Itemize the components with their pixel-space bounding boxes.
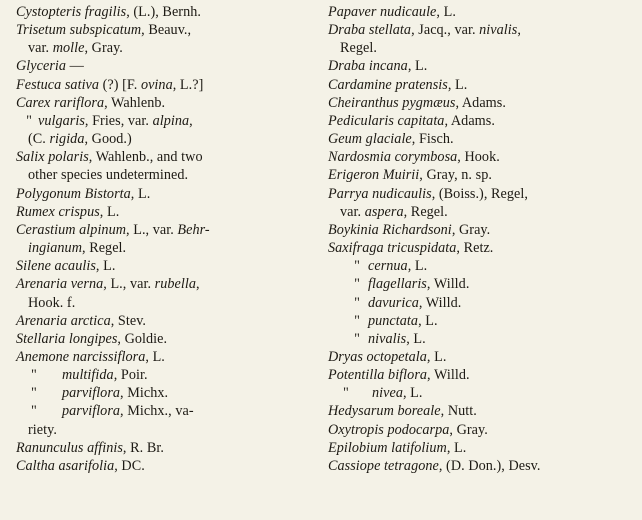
species-name: Glyceria [16, 58, 67, 75]
species-entry [16, 166, 316, 184]
entry-text: , L. [426, 348, 447, 365]
entry-text: , L. [145, 348, 165, 365]
species-name: flagellaris [368, 276, 427, 293]
species-name: Cystopteris fragilis [16, 4, 127, 20]
species-entry [16, 239, 316, 257]
species-name: Carex rariflora [16, 94, 105, 111]
species-entry [16, 439, 316, 457]
species-entry [328, 57, 638, 75]
species-name: Rumex crispus [16, 203, 100, 220]
species-entry [328, 294, 638, 312]
species-entry [16, 348, 316, 366]
ditto-mark: " [354, 312, 360, 329]
species-entry [16, 330, 316, 348]
entry-text: , Nutt. [440, 403, 477, 420]
entry-text: Hook. f. [28, 294, 76, 311]
species-name: parviflora [62, 385, 121, 402]
species-entry [328, 348, 638, 366]
species-entry [16, 384, 316, 402]
entry-text: , Gray. [84, 40, 123, 57]
entry-text: , L., var. [126, 221, 178, 238]
species-name: Geum glaciale [328, 131, 412, 148]
species-entry [16, 148, 316, 166]
species-entry [16, 3, 316, 21]
species-name: ingianum [28, 240, 82, 257]
ditto-mark: " [31, 385, 37, 402]
entry-text: , Regel. [403, 203, 448, 220]
entry-text: , L. [436, 4, 456, 20]
entry-text: Regel. [340, 40, 377, 57]
species-name: Epilobium latifolium [328, 439, 447, 456]
entry-text: , Gray. [451, 221, 491, 238]
entry-text: , L. [446, 439, 467, 456]
species-name: aspera [364, 203, 404, 220]
ditto-mark: " [354, 258, 360, 275]
entry-text: , Stev. [110, 312, 147, 329]
entry-text: , L. [418, 312, 438, 329]
species-name: Boykinia Richardsoni [328, 221, 452, 238]
species-name: nivalis [368, 330, 407, 347]
species-entry [328, 239, 638, 257]
entry-text: , Wahlenb. [104, 94, 166, 111]
entry-text: , Retz. [456, 240, 494, 257]
species-entry [328, 203, 638, 221]
entry-text: , Poir. [113, 367, 148, 384]
left-column [16, 3, 316, 475]
species-name: Hedysarum boreale [328, 403, 441, 420]
entry-text: , L. [406, 330, 426, 347]
species-entry [16, 275, 316, 293]
species-name: Cerastium alpinum [16, 221, 127, 238]
species-name: parviflora [62, 403, 121, 420]
species-name: Saxifraga tricuspidata [328, 240, 457, 257]
variety-name: rubella [154, 276, 196, 293]
entry-text: , Willd. [426, 276, 470, 293]
species-name: Oxytropis podocarpa [328, 421, 450, 438]
species-name: Nardosmia corymbosa [328, 149, 458, 166]
species-entry [328, 112, 638, 130]
species-entry [328, 257, 638, 275]
species-name: Arenaria arctica [16, 312, 111, 329]
species-entry [16, 294, 316, 312]
entry-text: , [196, 276, 200, 293]
variety-name: nivalis [479, 22, 518, 39]
species-name: Ranunculus affinis [16, 439, 123, 456]
species-name: rigida [49, 131, 85, 148]
entry-text: , Adams. [455, 94, 506, 111]
entry-text: , Adams. [444, 112, 495, 129]
entry-text: , Fries, var. [84, 112, 153, 129]
entry-text: , DC. [114, 457, 145, 474]
species-entry [16, 221, 316, 239]
entry-text: , Hook. [457, 149, 500, 166]
species-entry [16, 76, 316, 94]
species-name: vulgaris [38, 112, 85, 129]
species-name: multifida [62, 367, 114, 384]
species-entry [328, 221, 638, 239]
species-name: Pedicularis capitata [328, 112, 445, 129]
right-column [328, 3, 638, 475]
species-name: Cardamine pratensis [328, 76, 448, 93]
entry-text: , (Boiss.), Regel, [431, 185, 528, 202]
species-name: punctata [368, 312, 419, 329]
entry-text: , Regel. [82, 240, 127, 257]
species-entry [16, 257, 316, 275]
species-entry [16, 421, 316, 439]
ditto-mark: " [31, 403, 37, 420]
species-name: Cassiope tetragone [328, 457, 439, 474]
ditto-mark: " [343, 385, 349, 402]
species-entry [328, 421, 638, 439]
entry-text: , Fisch. [411, 131, 454, 148]
species-name: Papaver nudicaule [328, 4, 437, 20]
species-name: Draba stellata [328, 22, 412, 39]
ditto-mark: " [354, 276, 360, 293]
species-name: Stellaria longipes [16, 330, 118, 347]
species-entry [328, 39, 638, 57]
variety-name: Behr- [177, 221, 210, 238]
species-entry [16, 94, 316, 112]
species-entry [328, 275, 638, 293]
species-name: Anemone narcissiflora [16, 348, 146, 365]
entry-text: , L., var. [103, 276, 155, 293]
entry-text: (?) [F. [99, 76, 141, 93]
species-entry [16, 402, 316, 420]
species-entry [328, 366, 638, 384]
variety-name: alpina [152, 112, 190, 129]
species-entry [328, 330, 638, 348]
species-entry [328, 130, 638, 148]
species-entry [16, 185, 316, 203]
entry-text: , Gray. [449, 421, 488, 438]
species-name: Dryas octopetala [328, 348, 427, 365]
entry-text: , L. [407, 58, 428, 75]
species-entry [16, 57, 316, 75]
entry-text: , (D. Don.), Desv. [438, 457, 541, 474]
species-name: Parrya nudicaulis [328, 185, 432, 202]
species-entry [328, 384, 638, 402]
entry-text: , L.?] [172, 76, 204, 93]
entry-text: riety. [28, 421, 57, 438]
species-entry [16, 366, 316, 384]
species-name: Trisetum subspicatum [16, 22, 142, 39]
entry-text: var. [340, 203, 365, 220]
species-name: Draba incana [328, 58, 408, 75]
entry-text: , L. [447, 76, 468, 93]
variety-name: ovina [140, 76, 173, 93]
species-entry [328, 76, 638, 94]
entry-text: , L. [130, 185, 151, 202]
entry-text: other species undetermined. [28, 167, 189, 184]
species-name: nivea [372, 385, 403, 402]
species-name: Salix polaris [16, 149, 89, 166]
species-name: molle [52, 40, 85, 57]
entry-text: , [517, 22, 521, 39]
entry-text: , Beauv., [141, 22, 192, 39]
species-entry [328, 148, 638, 166]
species-entry [16, 457, 316, 475]
species-entry [328, 457, 638, 475]
species-entry [16, 130, 316, 148]
species-entry [328, 402, 638, 420]
species-entry [328, 185, 638, 203]
species-entry [16, 312, 316, 330]
species-name: Festuca sativa [16, 76, 100, 93]
species-entry [16, 112, 316, 130]
species-entry [328, 3, 638, 21]
species-name: cernua [368, 258, 408, 275]
species-name: Erigeron Muirii [328, 167, 420, 184]
entry-text: , Goldie. [117, 330, 168, 347]
species-entry [16, 203, 316, 221]
species-entry [328, 439, 638, 457]
entry-text: , Willd. [427, 367, 470, 384]
entry-text: , L. [99, 203, 120, 220]
entry-text: , Jacq., var. [411, 22, 480, 39]
entry-text: , [189, 112, 193, 129]
entry-text: , Michx., va- [120, 403, 194, 420]
entry-text: , Good.) [84, 131, 132, 148]
ditto-mark: " [31, 367, 37, 384]
entry-text: , Gray, n. sp. [419, 167, 492, 184]
species-entry [16, 39, 316, 57]
species-name: Silene acaulis [16, 258, 96, 275]
ditto-mark: " [354, 294, 360, 311]
entry-text: , L. [407, 258, 428, 275]
entry-text: , Wahlenb., and two [88, 149, 203, 166]
species-entry [328, 21, 638, 39]
species-entry [16, 21, 316, 39]
species-entry [328, 94, 638, 112]
species-name: Cheiranthus pygmæus [328, 94, 456, 111]
entry-text: , (L.), Bernh. [126, 4, 201, 20]
entry-text: — [66, 58, 84, 75]
species-name: Polygonum Bistorta [16, 185, 131, 202]
species-name: Caltha asarifolia [16, 457, 115, 474]
species-name: Potentilla biflora [328, 367, 428, 384]
entry-text: , Willd. [418, 294, 462, 311]
species-entry [328, 312, 638, 330]
entry-text: var. [28, 40, 53, 57]
species-entry [328, 166, 638, 184]
entry-text: , L. [95, 258, 116, 275]
entry-text: , R. Br. [122, 439, 164, 456]
ditto-mark: " [354, 330, 360, 347]
entry-text: , L. [402, 385, 423, 402]
ditto-mark: " [26, 112, 32, 129]
entry-text: , Michx. [120, 385, 169, 402]
entry-text: (C. [28, 131, 50, 148]
species-name: davurica [368, 294, 419, 311]
species-name: Arenaria verna [16, 276, 104, 293]
